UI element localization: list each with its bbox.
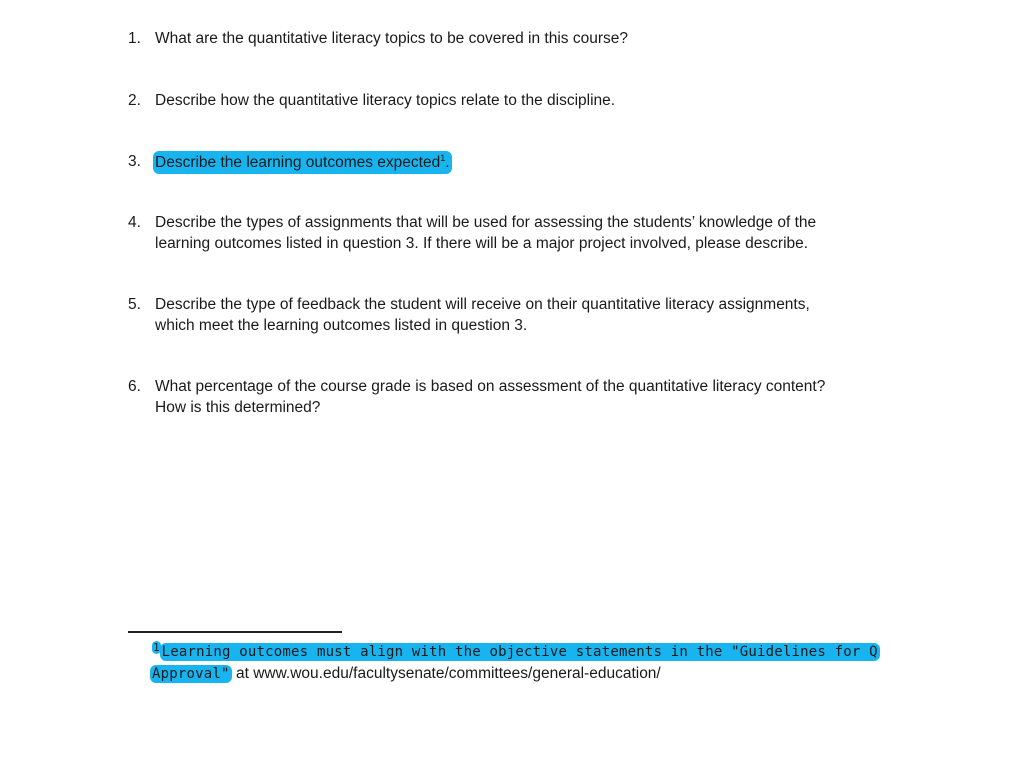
footnote-url-text[interactable]: at www.wou.edu/facultysenate/committees/general-education/ [231,665,661,682]
question-line: What percentage of the course grade is based on assessment of the quantitative literacy content? [155,378,826,395]
question-text [155,28,628,49]
question-5 [128,294,810,336]
highlighted-selection[interactable] [153,151,452,174]
question-number: 2. [128,92,141,109]
question-line: Describe the types of assignments that will be used for assessing the students’ knowledge of the [155,214,817,231]
question-suffix: . [445,154,450,171]
question-text [155,90,615,111]
question-line: What are the quantitative literacy topics to be covered in this course? [155,30,628,47]
question-line: How is this determined? [155,399,321,416]
question-line: Describe how the quantitative literacy topics relate to the discipline. [155,92,616,109]
question-number: 5. [128,296,141,313]
question-number: 3. [128,153,141,170]
question-text [155,212,816,254]
question-3 [128,151,452,174]
highlighted-selection[interactable]: Approval" [152,666,230,682]
question-number: 1. [128,30,141,47]
footnote [152,641,880,685]
question-1 [128,28,628,49]
question-6 [128,376,825,418]
question-text [155,376,825,418]
footnote-line-1 [152,641,880,663]
question-4 [128,212,816,254]
question-2 [128,90,615,111]
footnote-marker[interactable]: 1 [153,641,160,654]
footnote-line-2 [152,663,880,685]
question-number: 6. [128,378,141,395]
highlighted-selection[interactable]: Learning outcomes must align with the objective statements in the "Guidelines for Q [161,644,878,660]
question-number: 4. [128,214,141,231]
question-text [155,151,452,174]
question-line: which meet the learning outcomes listed in question 3. [155,317,528,334]
question-line: Describe the learning outcomes expected [155,154,441,171]
question-line: Describe the type of feedback the student will receive on their quantitative literacy assignments, [155,296,810,313]
footnote-reference[interactable]: 1 [440,153,446,163]
question-text [155,294,810,336]
footnote-separator [128,631,342,633]
question-line: learning outcomes listed in question 3. If there will be a major project involved, please describe. [155,235,809,252]
